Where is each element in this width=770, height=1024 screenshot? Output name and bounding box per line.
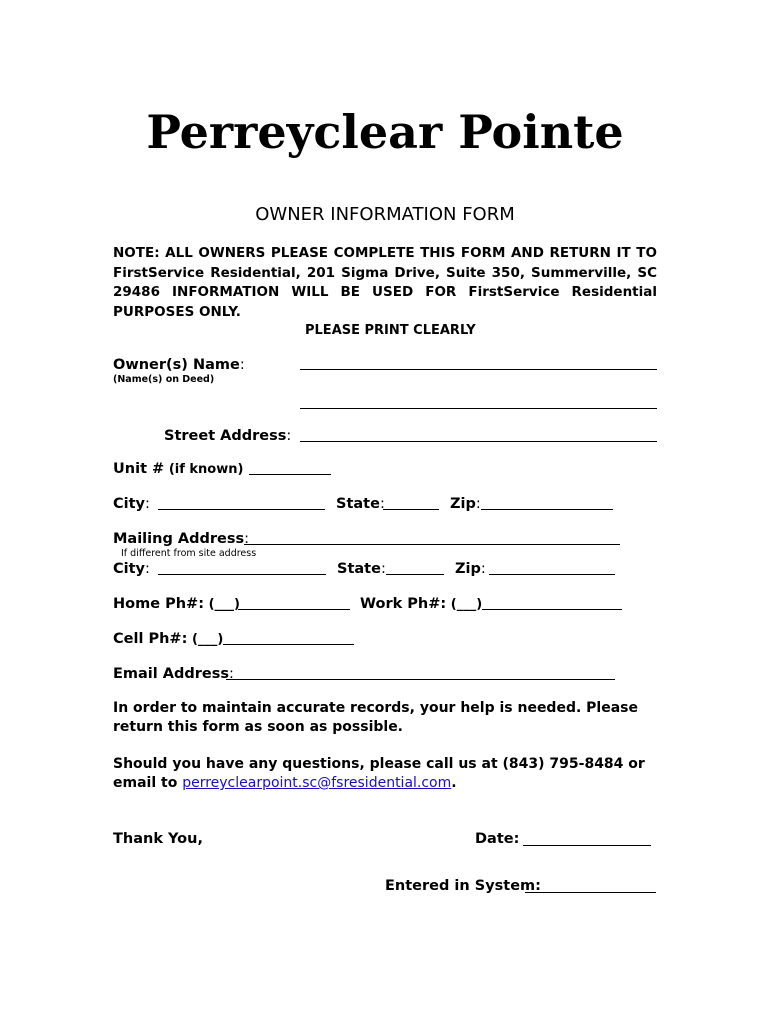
state-line[interactable] xyxy=(383,509,439,510)
mailing-state-label-colon: : xyxy=(380,561,386,577)
city-label xyxy=(113,494,150,514)
street-address-label-text: Street Address xyxy=(164,428,287,444)
email-address-label xyxy=(113,664,234,684)
work-phone-label xyxy=(360,594,482,615)
questions-paragraph xyxy=(113,755,658,793)
owner-name-label-text: Owner(s) Name xyxy=(113,357,240,373)
mailing-city-label-colon: : xyxy=(145,561,150,577)
mailing-address-label-text: Mailing Address xyxy=(113,531,245,547)
instructions-note xyxy=(113,244,657,322)
mailing-address-line[interactable] xyxy=(244,544,620,545)
unit-line[interactable] xyxy=(249,474,331,475)
street-address-label-colon: : xyxy=(286,428,292,444)
zip-label xyxy=(450,494,481,514)
mailing-city-label-text: City xyxy=(113,561,145,577)
home-phone-area-code: (___) xyxy=(208,597,240,612)
home-phone-line[interactable] xyxy=(238,609,350,610)
cell-phone-area-code: (___) xyxy=(191,632,224,647)
contact-email-link[interactable]: perreyclearpoint.sc@fsresidential.com xyxy=(182,775,452,791)
email-address-label-text: Email Address xyxy=(113,666,230,682)
unit-label-text: Unit # xyxy=(113,461,165,477)
work-phone-line[interactable] xyxy=(482,609,622,610)
unit-label xyxy=(113,459,243,480)
email-address-label-colon: : xyxy=(229,666,234,682)
print-clearly-text: PLEASE PRINT CLEARLY xyxy=(305,323,476,338)
street-address-label xyxy=(164,426,291,446)
print-clearly-heading xyxy=(305,322,476,340)
mailing-zip-label-colon: : xyxy=(480,561,486,577)
mailing-zip-line[interactable] xyxy=(489,574,615,575)
mailing-address-sublabel: If different from site address xyxy=(121,548,257,559)
date-line[interactable] xyxy=(523,845,651,846)
work-phone-label-text: Work Ph#: xyxy=(360,596,447,612)
owner-name-line-2[interactable] xyxy=(300,408,657,409)
date-label-text: Date: xyxy=(475,831,520,847)
state-label-text: State xyxy=(336,496,380,512)
mailing-state-label xyxy=(337,559,386,579)
owner-name-label-colon: : xyxy=(239,357,245,373)
zip-label-colon: : xyxy=(475,496,481,512)
city-label-text: City xyxy=(113,496,145,512)
mailing-state-line[interactable] xyxy=(386,574,444,575)
city-line[interactable] xyxy=(158,509,325,510)
mailing-address-label-colon: : xyxy=(244,531,249,547)
entered-in-system-line[interactable] xyxy=(525,892,656,893)
thank-you-label: Thank You, xyxy=(113,831,203,847)
mailing-address-label xyxy=(113,529,249,549)
thank-you-text xyxy=(113,829,203,849)
date-label xyxy=(475,829,519,849)
zip-line[interactable] xyxy=(481,509,613,510)
entered-in-system-label-text: Entered in System: xyxy=(385,878,541,894)
email-address-line[interactable] xyxy=(226,679,615,680)
mailing-city-line[interactable] xyxy=(158,574,326,575)
state-label-colon: : xyxy=(379,496,385,512)
entered-in-system-label xyxy=(385,876,541,896)
zip-label-text: Zip xyxy=(450,496,476,512)
mailing-zip-label xyxy=(455,559,486,579)
instructions-note-text: NOTE: ALL OWNERS PLEASE COMPLETE THIS FORM AND RETURN IT TO FirstService Residential, 201 Sigma Drive, Suite 350, Summerville, SC 29486 INFORMATION WILL BE USED FOR FirstService Residential PURPOSES ONLY. xyxy=(113,245,657,320)
work-phone-area-code: (___) xyxy=(450,597,483,612)
owner-name-sublabel: (Name(s) on Deed) xyxy=(113,374,215,385)
owner-name-line-1[interactable] xyxy=(300,369,657,370)
mailing-state-label-text: State xyxy=(337,561,381,577)
records-text: In order to maintain accurate records, your help is needed. Please return this form as soon as possible. xyxy=(113,700,638,735)
home-phone-label xyxy=(113,594,240,615)
records-paragraph xyxy=(113,699,658,737)
questions-suffix: . xyxy=(451,775,457,791)
mailing-city-label xyxy=(113,559,150,579)
cell-phone-label xyxy=(113,629,223,650)
questions-text: Should you have any questions, please call us at (843) 795-8484 or email to xyxy=(113,756,645,791)
cell-phone-line[interactable] xyxy=(223,644,354,645)
unit-sublabel: (if known) xyxy=(168,462,244,477)
form-subtitle: OWNER INFORMATION FORM xyxy=(255,204,515,225)
form-title: Perreyclear Pointe xyxy=(146,105,624,159)
cell-phone-label-text: Cell Ph#: xyxy=(113,631,188,647)
city-label-colon: : xyxy=(145,496,150,512)
owner-name-label xyxy=(113,355,245,375)
street-address-line[interactable] xyxy=(300,441,657,442)
state-label xyxy=(336,494,385,514)
mailing-zip-label-text: Zip xyxy=(455,561,481,577)
home-phone-label-text: Home Ph#: xyxy=(113,596,204,612)
